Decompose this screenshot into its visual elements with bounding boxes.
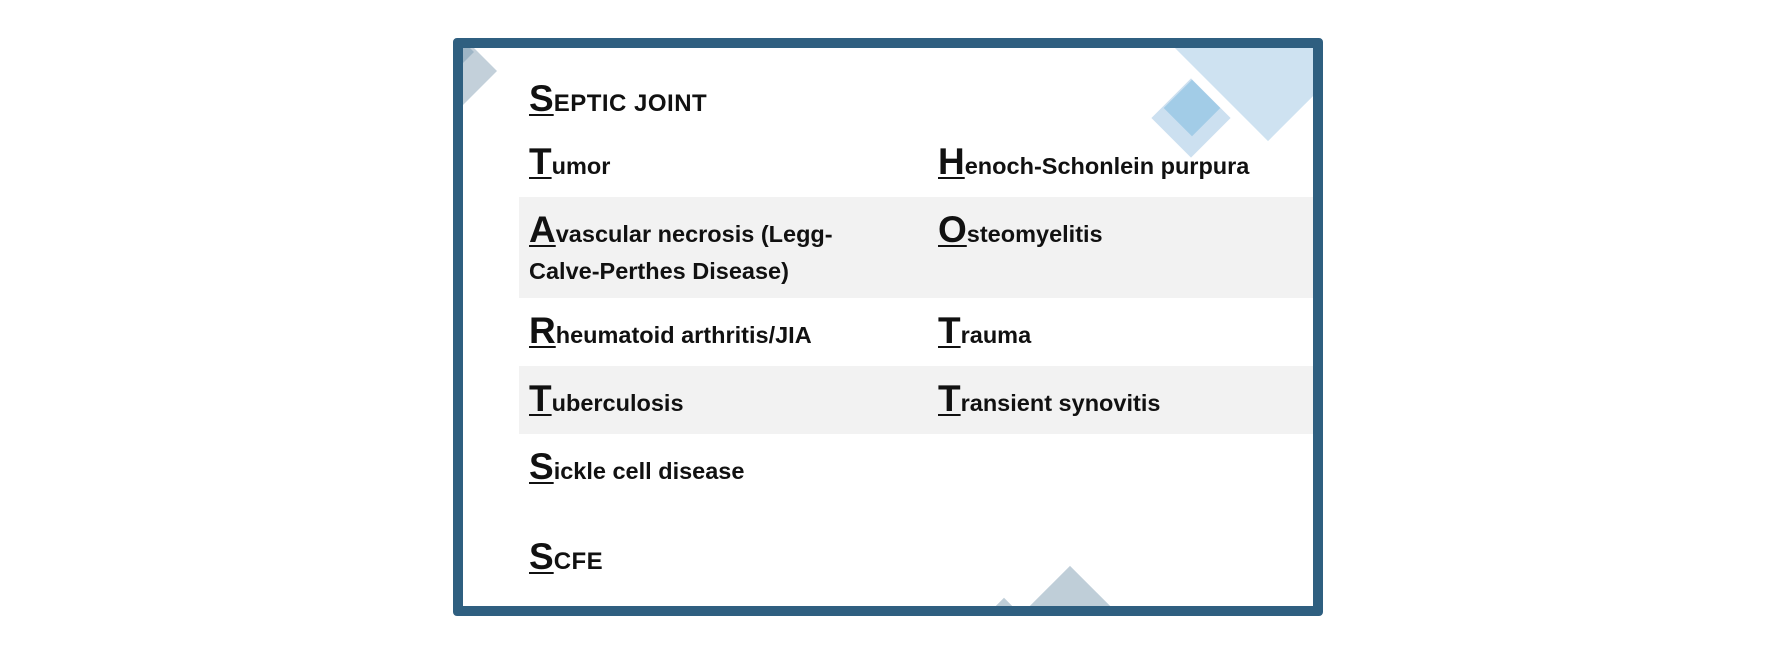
mnemonic-table	[519, 129, 1313, 502]
right-item: Trauma	[938, 310, 1032, 351]
table-row	[519, 434, 1313, 502]
right-item: Henoch-Schonlein purpura	[938, 141, 1250, 182]
right-item: Osteomyelitis	[938, 209, 1103, 250]
corner-decoration-bottom	[1015, 566, 1125, 616]
corner-decoration-top-left	[453, 38, 497, 112]
header-initial: S	[529, 78, 554, 119]
header-rest: EPTIC JOINT	[553, 90, 708, 117]
mnemonic-footer	[529, 536, 603, 578]
corner-decoration-bottom-small	[983, 598, 1025, 616]
table-row	[519, 298, 1313, 366]
mnemonic-card	[453, 38, 1323, 616]
left-item: Tuberculosis	[529, 378, 684, 419]
mnemonic-header	[529, 78, 707, 120]
left-item: Rheumatoid arthritis/JIA	[529, 310, 812, 351]
table-row	[519, 129, 1313, 197]
right-item: Transient synovitis	[938, 378, 1161, 419]
table-row	[519, 366, 1313, 434]
footer-initial: S	[529, 536, 554, 577]
left-item: Avascular necrosis (Legg-Calve-Perthes Disease)	[529, 209, 833, 284]
left-item: Sickle cell disease	[529, 446, 745, 487]
footer-rest: CFE	[553, 548, 604, 575]
left-item: Tumor	[529, 141, 611, 182]
table-row	[519, 197, 1313, 298]
